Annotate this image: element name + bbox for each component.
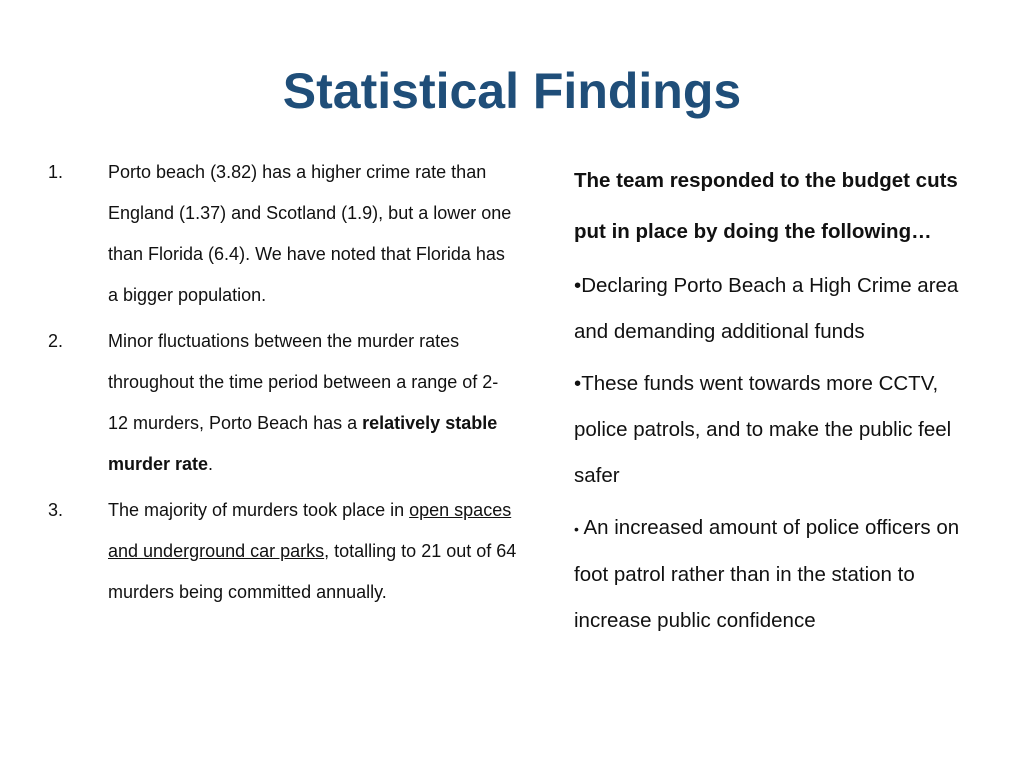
response-point: [574, 361, 984, 499]
finding-underlined-text: open spaces and underground car parks: [108, 500, 512, 561]
response-point: [574, 263, 984, 355]
response-panel: [574, 155, 984, 650]
bullet-icon: •: [574, 372, 582, 395]
response-point-text: These funds went towards more CCTV, police patrols, and to make the public feel safer: [574, 372, 952, 487]
finding-text: Porto beach (3.82) has a higher crime rate than England (1.37) and Scotland (1.9), but a lower one than Florida (6.4). We have noted that Florida has a bigger population.: [108, 162, 512, 305]
finding-number: 3.: [48, 500, 64, 520]
response-point-text: An increased amount of police officers on foot patrol rather than in the station to increase public confidence: [574, 516, 960, 632]
finding-item: [48, 152, 518, 316]
slide-title: Statistical Findings: [282, 63, 742, 119]
bullet-icon: •: [574, 274, 582, 297]
finding-item: [48, 321, 518, 485]
finding-text: The majority of murders took place in: [108, 500, 410, 520]
finding-text: Minor fluctuations between the murder rates throughout the time period between a range of 2-12 murders, Porto Beach has a: [108, 331, 499, 433]
response-point-text: Declaring Porto Beach a High Crime area and demanding additional funds: [574, 274, 959, 343]
response-heading: The team responded to the budget cuts put in place by doing the following…: [574, 169, 958, 243]
finding-number: 1.: [48, 162, 64, 182]
bullet-icon: •: [574, 521, 579, 537]
findings-list: [48, 152, 518, 618]
finding-text-end: , totalling to 21 out of 64 murders being committed annually.: [108, 541, 517, 602]
finding-text-end: .: [208, 454, 214, 474]
finding-number: 2.: [48, 331, 64, 351]
finding-item: [48, 490, 518, 613]
finding-bold-text: relatively stable murder rate: [108, 413, 498, 474]
response-point: [574, 505, 984, 644]
